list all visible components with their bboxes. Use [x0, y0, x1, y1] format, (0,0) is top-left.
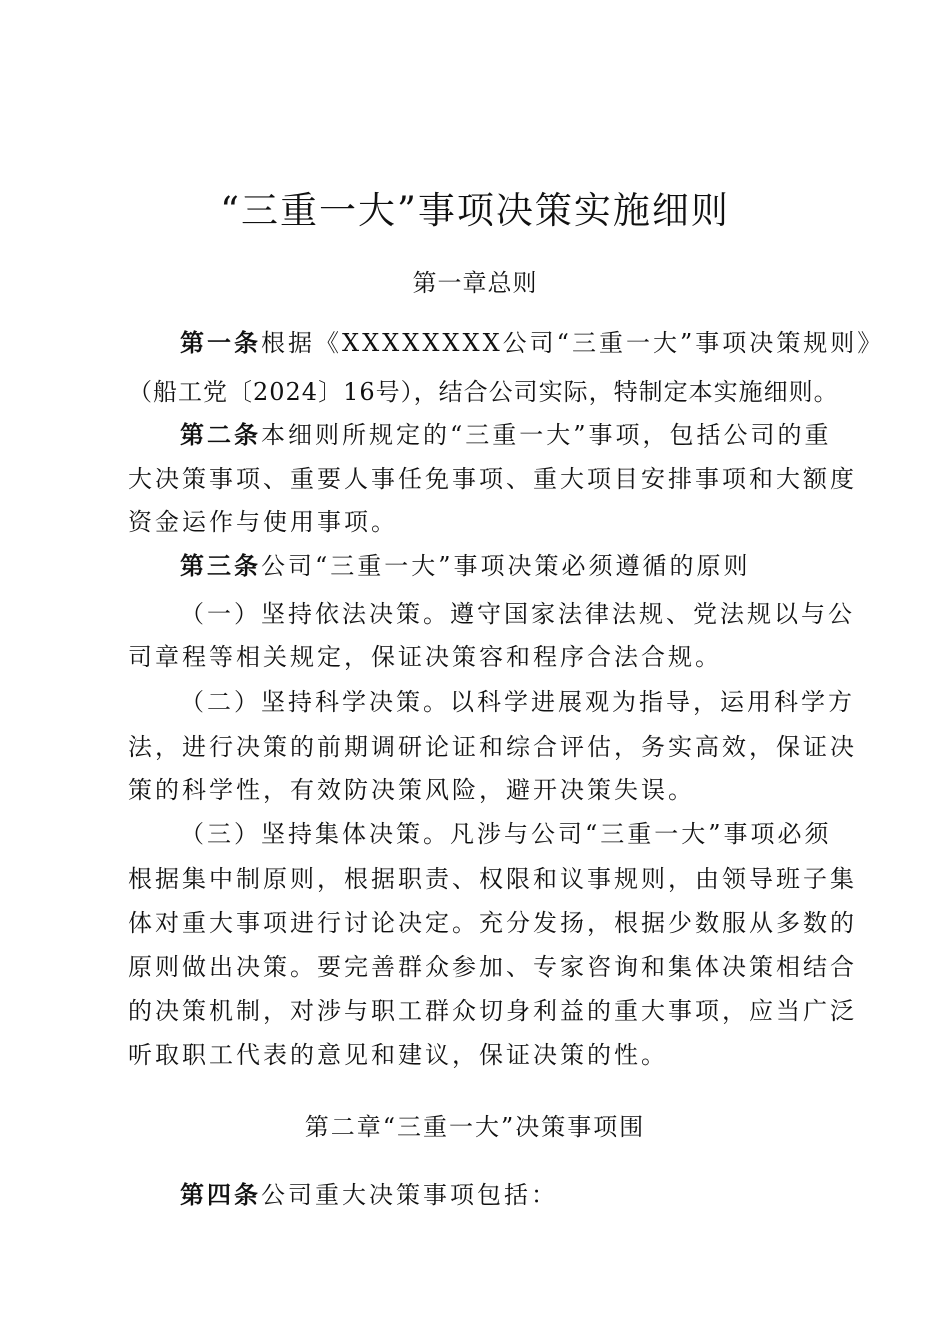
principle-2-line-2: 法，进行决策的前期调研论证和综合评估，务实高效，保证决	[128, 733, 857, 761]
principle-3-line-2: 根据集中制原则，根据职责、权限和议事规则，由领导班子集	[128, 865, 857, 893]
article-1-line-2: （船工党〔2024〕16号），结合公司实际，特制定本实施细则。	[128, 378, 839, 406]
article-3-label: 第三条	[180, 551, 261, 580]
article-1-line-1: 第一条根据《XXXXXXXX公司“三重一大”事项决策规则》	[180, 328, 885, 357]
principle-3-line-5: 的决策机制，对涉与职工群众切身利益的重大事项，应当广泛	[128, 997, 857, 1025]
principle-2-line-1: （二）坚持科学决策。以科学进展观为指导，运用科学方	[180, 688, 855, 716]
principle-1-line-2: 司章程等相关规定，保证决策容和程序合法合规。	[128, 643, 722, 671]
article-3-line-1: 第三条公司“三重一大”事项决策必须遵循的原则	[180, 551, 751, 580]
principle-3-line-3: 体对重大事项进行讨论决定。充分发扬，根据少数服从多数的	[128, 909, 857, 937]
article-4-line-1: 第四条公司重大决策事项包括：	[180, 1180, 558, 1209]
chapter-1-heading: 第一章总则	[412, 269, 538, 297]
article-2-line-3: 资金运作与使用事项。	[128, 508, 398, 536]
chapter-2-heading: 第二章“三重一大”决策事项围	[304, 1113, 646, 1141]
principle-3-line-4: 原则做出决策。要完善群众参加、专家咨询和集体决策相结合	[128, 953, 857, 981]
principle-3-line-1: （三）坚持集体决策。凡涉与公司“三重一大”事项必须	[180, 820, 832, 848]
document-title: “三重一大”事项决策实施细则	[220, 189, 730, 232]
principle-2-line-3: 策的科学性，有效防决策风险，避开决策失误。	[128, 776, 695, 804]
principle-3-line-6: 听取职工代表的意见和建议，保证决策的性。	[128, 1041, 668, 1069]
article-2-line-1: 第二条本细则所规定的“三重一大”事项，包括公司的重	[180, 420, 832, 449]
article-2-label: 第二条	[180, 420, 261, 449]
principle-1-line-1: （一）坚持依法决策。遵守国家法律法规、党法规以与公	[180, 600, 855, 628]
article-1-label: 第一条	[180, 328, 261, 357]
article-2-line-2: 大决策事项、重要人事任免事项、重大项目安排事项和大额度	[128, 465, 857, 493]
article-4-label: 第四条	[180, 1180, 261, 1209]
